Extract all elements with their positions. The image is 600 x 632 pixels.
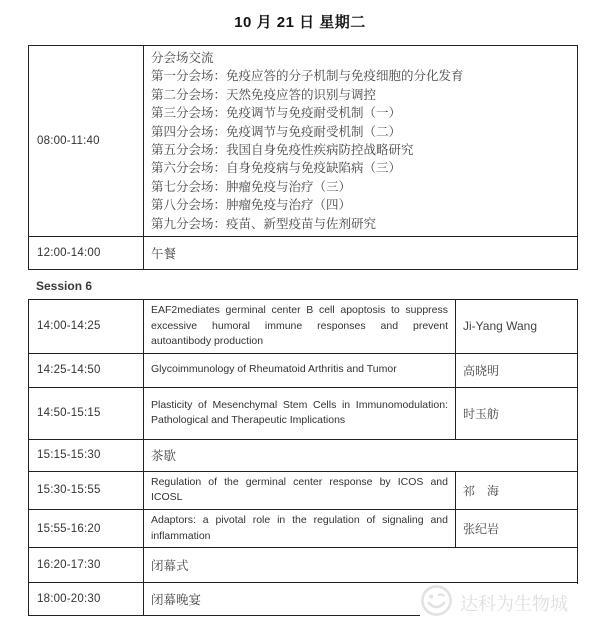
talk-title-cell: Plasticity of Mesenchymal Stem Cells in Immunomodulation: Pathological and Therapeutic Implications — [144, 387, 456, 439]
parallel-session-line: 第五分会场：我国自身免疫性疾病防控战略研究 — [151, 143, 414, 158]
speaker-cell: 高晓明 — [456, 353, 578, 387]
watermark — [420, 584, 592, 622]
parallel-session-line: 分会场交流 — [151, 51, 214, 65]
event-cell: 闭幕式 — [144, 548, 578, 583]
table-row — [29, 439, 578, 471]
table-row — [29, 509, 578, 547]
time-slot: 18:00-20:30 — [29, 583, 144, 616]
parallel-session-line: 第二分会场：天然免疫应答的识别与调控 — [151, 87, 377, 102]
watermark-text: 达科为生物城 — [460, 594, 568, 614]
parallel-sessions-cell — [144, 46, 578, 237]
parallel-session-line: 第九分会场：疫苗、新型疫苗与佐剂研究 — [151, 216, 377, 231]
parallel-session-line: 第七分会场：肿瘤免疫与治疗（三） — [151, 179, 352, 194]
watermark-smiley-logo-icon — [420, 584, 453, 622]
event-cell: 闭幕晚宴 — [144, 583, 578, 616]
talk-title-cell: Regulation of the germinal center response by ICOS and ICOSL — [144, 471, 456, 509]
afternoon-schedule-table — [28, 299, 578, 616]
time-slot: 14:00-14:25 — [29, 300, 144, 354]
table-row — [29, 548, 578, 583]
time-slot: 08:00-11:40 — [29, 46, 144, 237]
time-slot: 16:20-17:30 — [29, 548, 144, 583]
session-label: Session 6 — [36, 279, 93, 293]
parallel-session-line: 第八分会场：肿瘤免疫与治疗（四） — [151, 198, 352, 213]
time-slot: 15:15-15:30 — [29, 439, 144, 471]
talk-title-cell: Adaptors: a pivotal role in the regulation of signaling and inflammation — [144, 509, 456, 547]
time-slot: 15:30-15:55 — [29, 471, 144, 509]
parallel-session-line: 第六分会场：自身免疫病与免疫缺陷病（三） — [151, 161, 402, 176]
parallel-session-line: 第四分会场：免疫调节与免疫耐受机制（二） — [151, 124, 402, 139]
parallel-session-line: 第三分会场：免疫调节与免疫耐受机制（一） — [151, 106, 402, 121]
speaker-cell: 张纪岩 — [456, 509, 578, 547]
event-cell: 茶歇 — [144, 439, 578, 471]
time-slot: 14:25-14:50 — [29, 353, 144, 387]
morning-schedule-table — [28, 45, 578, 270]
talk-title-cell: Glycoimmunology of Rheumatoid Arthritis and Tumor — [144, 353, 456, 387]
table-row — [29, 471, 578, 509]
table-row — [29, 237, 578, 270]
time-slot: 15:55-16:20 — [29, 509, 144, 547]
page-title: 10 月 21 日 星期二 — [234, 14, 366, 31]
event-cell: 午餐 — [144, 237, 578, 270]
table-row — [29, 300, 578, 354]
table-row — [29, 387, 578, 439]
table-row — [29, 353, 578, 387]
speaker-cell: Ji-Yang Wang — [456, 300, 578, 354]
speaker-cell: 时玉舫 — [456, 387, 578, 439]
speaker-cell: 祁 海 — [456, 471, 578, 509]
parallel-session-line: 第一分会场：免疫应答的分子机制与免疫细胞的分化发育 — [151, 69, 464, 84]
table-row — [29, 46, 578, 237]
talk-title-cell: EAF2mediates germinal center B cell apoptosis to suppress excessive humoral immune responses and prevent autoantibody production — [144, 300, 456, 354]
time-slot: 14:50-15:15 — [29, 387, 144, 439]
time-slot: 12:00-14:00 — [29, 237, 144, 270]
